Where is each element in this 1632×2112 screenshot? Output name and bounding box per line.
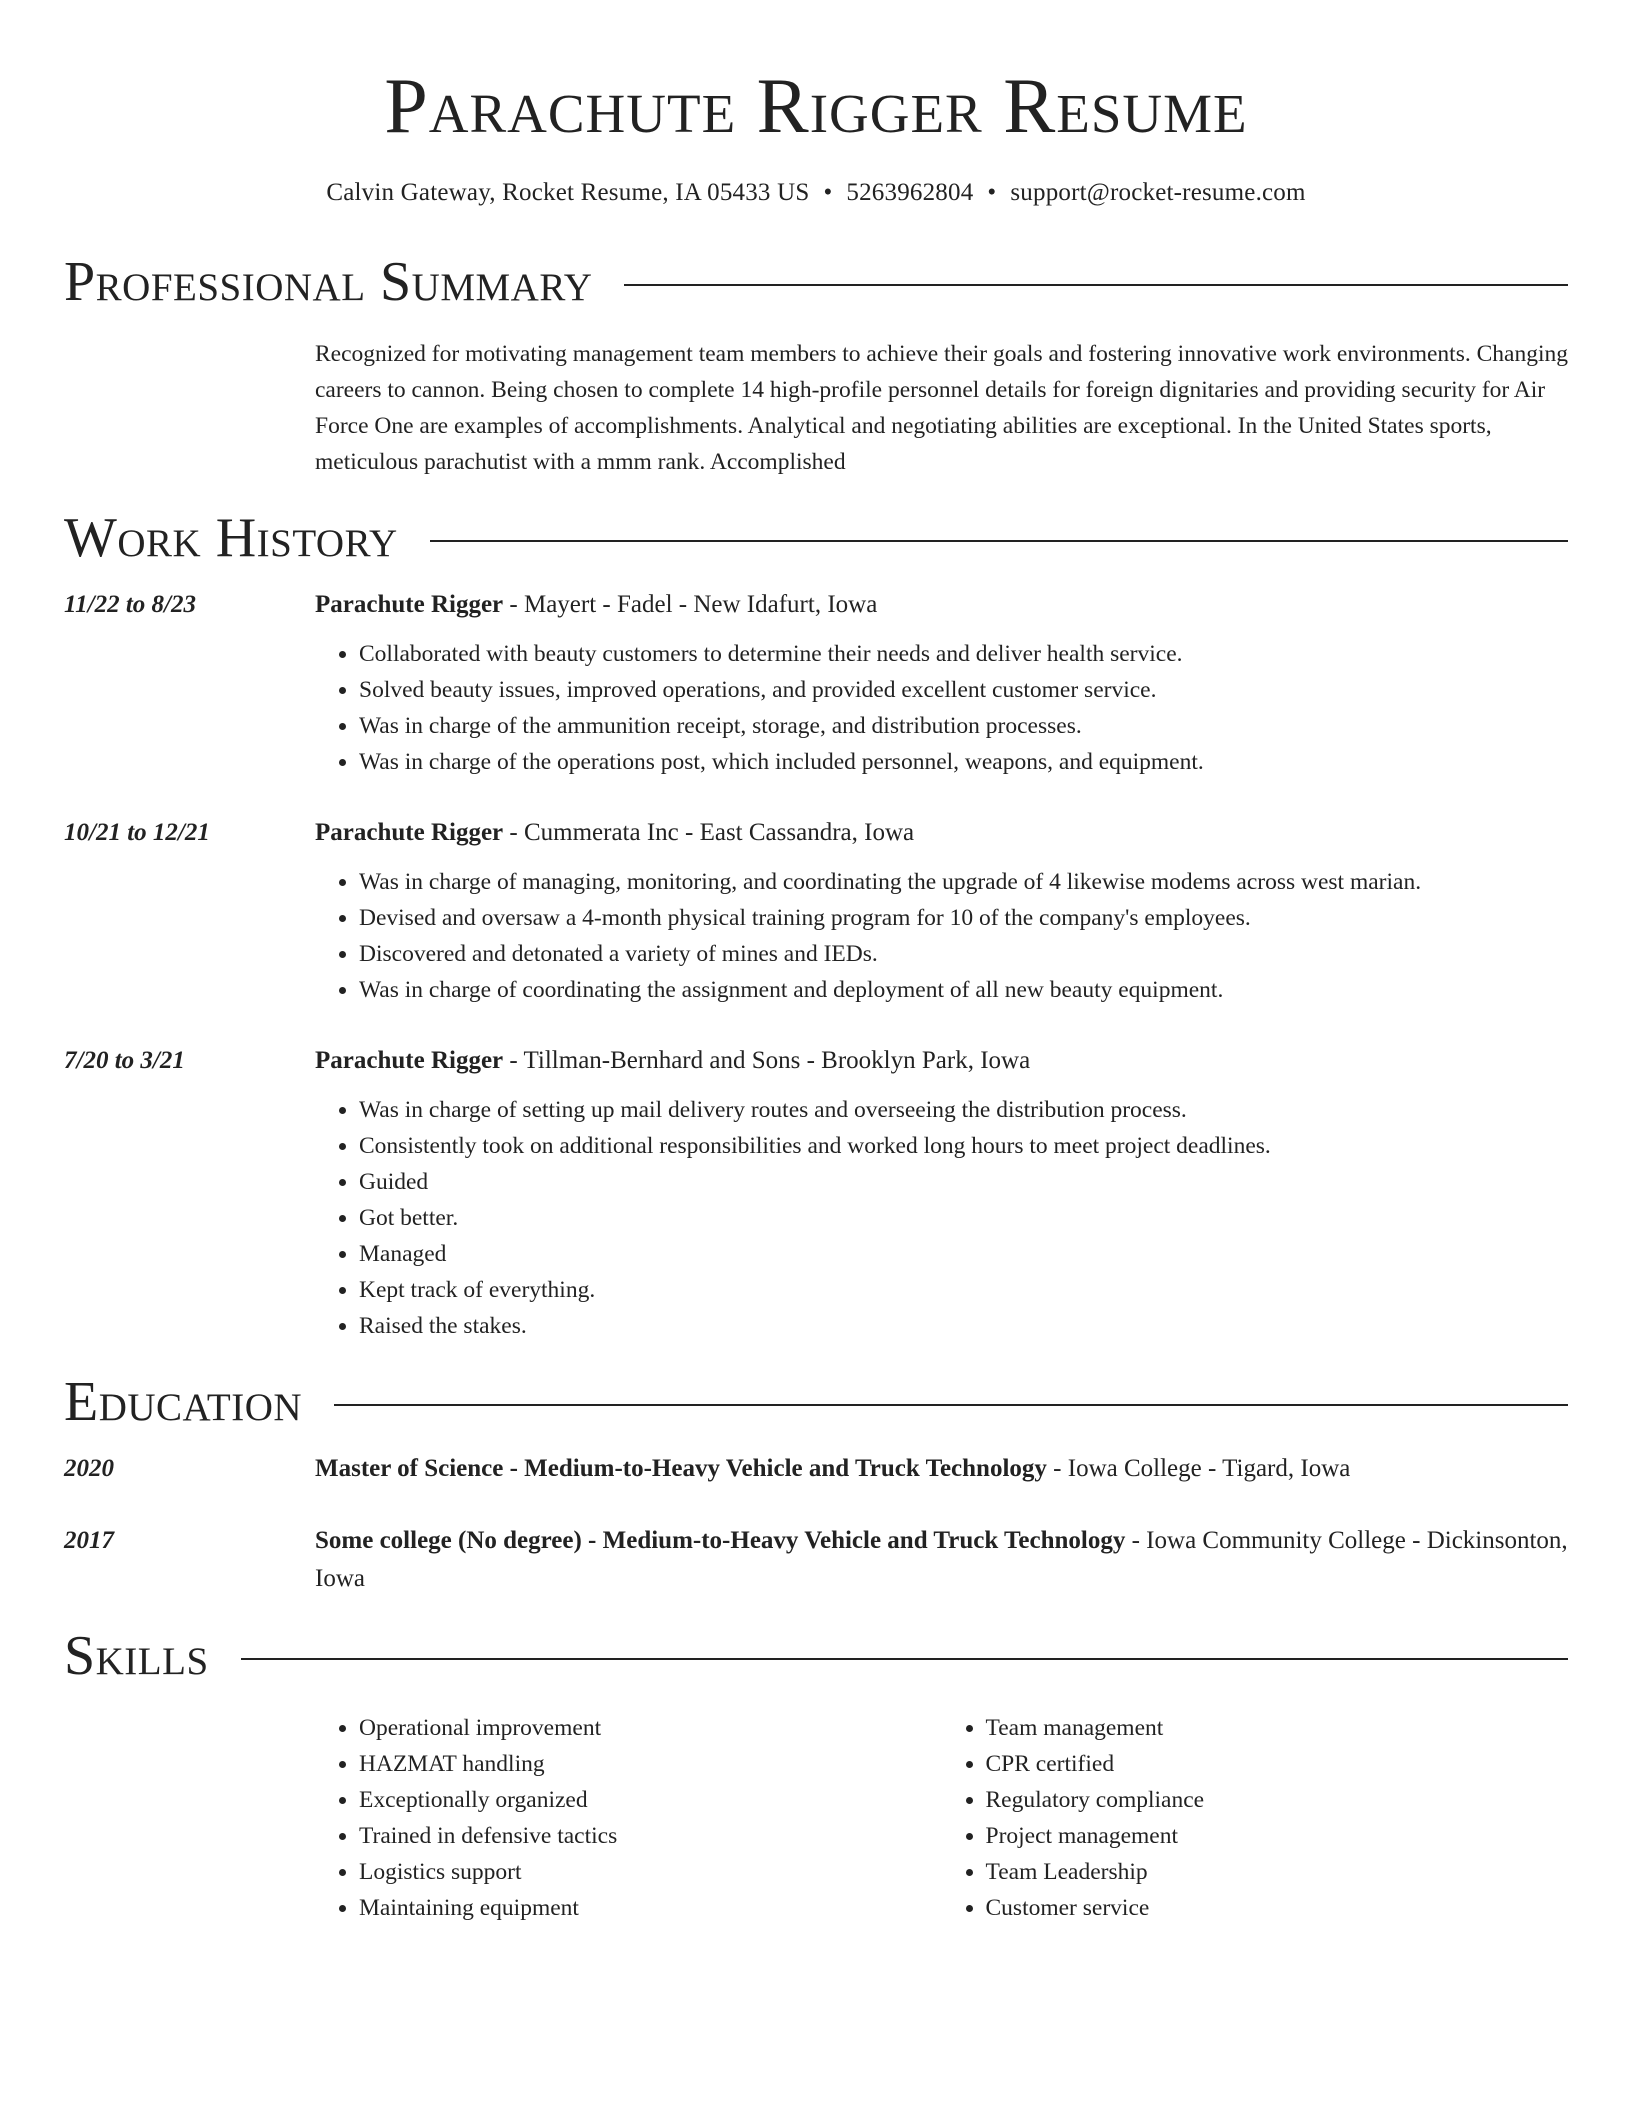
skills-list-left bbox=[315, 1710, 942, 1926]
list-item: • Devised and oversaw a 4-month physical training program for 10 of the company's employees. bbox=[359, 900, 1568, 936]
skill-item: • Customer service bbox=[986, 1890, 1569, 1926]
job-details: - Mayert - Fadel - New Idafurt, Iowa bbox=[503, 591, 878, 618]
skill-item: • Regulatory compliance bbox=[986, 1782, 1569, 1818]
list-item: • Was in charge of the ammunition receipt, storage, and distribution processes. bbox=[359, 708, 1568, 744]
skill-item: • Maintaining equipment bbox=[359, 1890, 942, 1926]
education-body bbox=[315, 1450, 1568, 1488]
skill-item: • Project management bbox=[986, 1818, 1569, 1854]
job-entry bbox=[64, 814, 1568, 1008]
job-details: - Cummerata Inc - East Cassandra, Iowa bbox=[503, 819, 915, 846]
skill-item: • Operational improvement bbox=[359, 1710, 942, 1746]
resume-title: Parachute Rigger Resume bbox=[384, 62, 1248, 149]
contact-line bbox=[64, 176, 1568, 210]
job-body bbox=[315, 814, 1568, 1008]
skill-item: • Logistics support bbox=[359, 1854, 942, 1890]
list-item: • Was in charge of the operations post, which included personnel, weapons, and equipment. bbox=[359, 744, 1568, 780]
list-item: • Discovered and detonated a variety of mines and IEDs. bbox=[359, 936, 1568, 972]
section-divider bbox=[624, 284, 1568, 286]
contact-address: Calvin Gateway, Rocket Resume, IA 05433 US bbox=[326, 179, 810, 206]
job-headline bbox=[315, 1042, 1568, 1080]
skill-item: • Exceptionally organized bbox=[359, 1782, 942, 1818]
education-list bbox=[64, 1450, 1568, 1598]
skill-item: • HAZMAT handling bbox=[359, 1746, 942, 1782]
job-date: 10/21 to 12/21 bbox=[64, 819, 210, 846]
job-title: Parachute Rigger bbox=[315, 819, 504, 846]
education-school: - Iowa Community College - Dickinsonton, Iowa bbox=[315, 1527, 1568, 1592]
job-date: 11/22 to 8/23 bbox=[64, 591, 196, 618]
skills-list-right bbox=[942, 1710, 1569, 1926]
job-title: Parachute Rigger bbox=[315, 591, 504, 618]
summary-heading: Professional Summary bbox=[64, 251, 593, 313]
list-item: • Collaborated with beauty customers to determine their needs and deliver health service. bbox=[359, 636, 1568, 672]
job-date: 7/20 to 3/21 bbox=[64, 1047, 185, 1074]
section-divider bbox=[334, 1404, 1568, 1406]
education-degree: Some college (No degree) - Medium-to-Heavy Vehicle and Truck Technology bbox=[315, 1527, 1126, 1554]
list-item: • Kept track of everything. bbox=[359, 1272, 1568, 1308]
education-heading: Education bbox=[64, 1371, 303, 1433]
skill-item: • Team Leadership bbox=[986, 1854, 1569, 1890]
skill-item: • CPR certified bbox=[986, 1746, 1569, 1782]
education-entry bbox=[64, 1450, 1568, 1488]
list-item: • Was in charge of setting up mail delivery routes and overseeing the distribution process. bbox=[359, 1092, 1568, 1128]
job-body bbox=[315, 586, 1568, 780]
job-bullets bbox=[315, 636, 1568, 780]
job-bullets bbox=[315, 864, 1568, 1008]
education-section-header bbox=[64, 1370, 1568, 1434]
skill-item: • Trained in defensive tactics bbox=[359, 1818, 942, 1854]
job-entry bbox=[64, 1042, 1568, 1344]
section-divider bbox=[241, 1658, 1568, 1660]
education-year: 2017 bbox=[64, 1527, 114, 1554]
work-section-header bbox=[64, 506, 1568, 570]
job-body bbox=[315, 1042, 1568, 1344]
contact-separator: • bbox=[823, 179, 833, 206]
list-item: • Consistently took on additional responsibilities and worked long hours to meet project deadlines. bbox=[359, 1128, 1568, 1164]
job-bullets bbox=[315, 1092, 1568, 1344]
summary-text: Recognized for motivating management team members to achieve their goals and fostering innovative work environments. Changing careers to cannon. Being chosen to complete 14 high-profile personnel details for foreign dignitaries and providing security for Air Force One are examples of accomplishments. Analytical and negotiating abilities are exceptional. In the United States sports, meticulous parachutist with a mmm rank. Accomplished bbox=[315, 341, 1568, 475]
work-heading: Work History bbox=[64, 507, 398, 569]
section-divider bbox=[430, 540, 1568, 542]
skills-columns bbox=[315, 1710, 1568, 1926]
contact-email: support@rocket-resume.com bbox=[1010, 179, 1306, 206]
skills-heading: Skills bbox=[64, 1625, 209, 1687]
skill-item: • Team management bbox=[986, 1710, 1569, 1746]
list-item: • Raised the stakes. bbox=[359, 1308, 1568, 1344]
summary-section-header bbox=[64, 250, 1568, 314]
list-item: • Got better. bbox=[359, 1200, 1568, 1236]
list-item: • Guided bbox=[359, 1164, 1568, 1200]
education-degree: Master of Science - Medium-to-Heavy Vehicle and Truck Technology bbox=[315, 1455, 1047, 1482]
job-headline bbox=[315, 586, 1568, 624]
work-history-list bbox=[64, 586, 1568, 1344]
job-details: - Tillman-Bernhard and Sons - Brooklyn Park, Iowa bbox=[503, 1047, 1031, 1074]
education-school: - Iowa College - Tigard, Iowa bbox=[1046, 1455, 1351, 1482]
list-item: • Was in charge of managing, monitoring, and coordinating the upgrade of 4 likewise modems across west marian. bbox=[359, 864, 1568, 900]
contact-phone: 5263962804 bbox=[846, 179, 974, 206]
education-year: 2020 bbox=[64, 1455, 114, 1482]
education-body bbox=[315, 1522, 1568, 1598]
list-item: • Managed bbox=[359, 1236, 1568, 1272]
skills-section-header bbox=[64, 1624, 1568, 1688]
job-entry bbox=[64, 586, 1568, 780]
list-item: • Was in charge of coordinating the assignment and deployment of all new beauty equipment. bbox=[359, 972, 1568, 1008]
resume-page bbox=[64, 0, 1568, 1926]
job-headline bbox=[315, 814, 1568, 852]
education-entry bbox=[64, 1522, 1568, 1598]
list-item: • Solved beauty issues, improved operations, and provided excellent customer service. bbox=[359, 672, 1568, 708]
job-title: Parachute Rigger bbox=[315, 1047, 504, 1074]
contact-separator: • bbox=[987, 179, 997, 206]
